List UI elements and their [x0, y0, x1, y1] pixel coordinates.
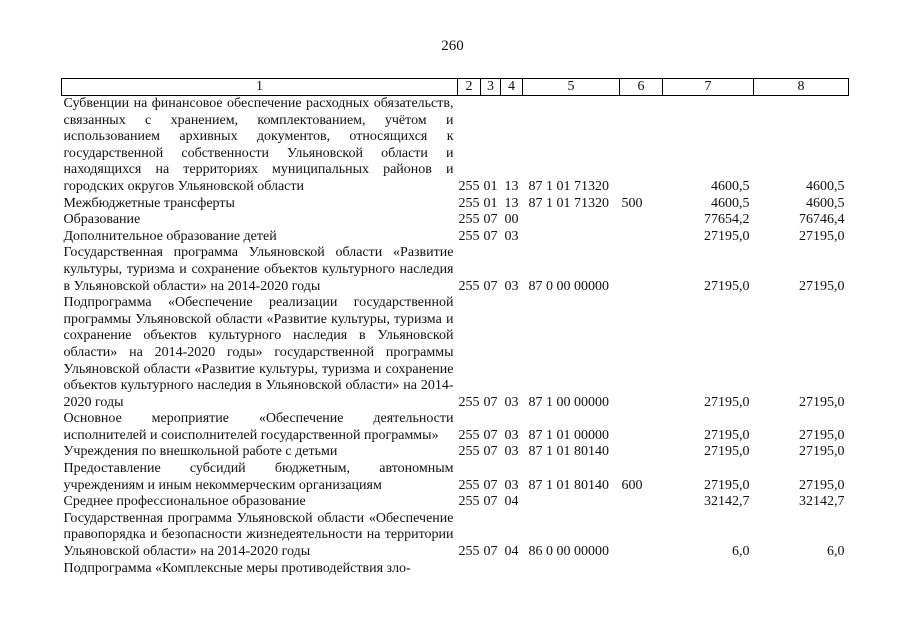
row-expense-type [620, 295, 663, 411]
row-ministry-code: 255 [458, 444, 480, 460]
row-amount-2: 76746,4 [799, 212, 845, 228]
budget-table [61, 78, 849, 577]
column-header-8: 8 [754, 79, 849, 96]
row-expense-type [620, 229, 663, 246]
row-amount-2: 27195,0 [799, 427, 845, 443]
row-amount-2: 6,0 [827, 544, 845, 560]
table-row [62, 295, 849, 411]
row-subsection-code: 03 [504, 477, 519, 493]
row-subsection-code: 13 [504, 195, 519, 211]
row-amount-1: 6,0 [732, 544, 750, 560]
page-number: 260 [441, 38, 464, 54]
row-name: Подпрограмма «Комплексные меры противодействия зло- [63, 560, 411, 576]
row-target-code: 86 0 00 00000 [528, 544, 609, 560]
row-section-code: 07 [483, 228, 498, 244]
row-ministry-code: 255 [458, 394, 480, 410]
table-row [62, 245, 849, 295]
row-expense-type: 500 [621, 195, 643, 211]
row-ministry-code: 255 [458, 228, 480, 244]
row-target-code: 87 1 01 80140 [528, 444, 609, 460]
row-section-code: 07 [483, 394, 498, 410]
row-expense-type [620, 212, 663, 229]
column-header-3: 3 [481, 79, 501, 96]
row-subsection-code: 03 [504, 394, 519, 410]
row-ministry-code [458, 561, 481, 578]
row-subsection-code: 13 [504, 178, 519, 194]
row-subsection-code: 03 [504, 278, 519, 294]
row-expense-type [620, 411, 663, 444]
row-amount-1: 4600,5 [711, 195, 750, 211]
column-header-2: 2 [458, 79, 481, 96]
table-row [62, 229, 849, 246]
row-ministry-code: 255 [458, 195, 480, 211]
row-subsection-code: 04 [504, 494, 519, 510]
table-row [62, 212, 849, 229]
row-subsection-code: 03 [504, 228, 519, 244]
row-name: Предоставление субсидий бюджетным, автономным учреждениям и иным некоммерческим организациям [63, 461, 454, 493]
row-amount-1: 27195,0 [704, 444, 750, 460]
row-ministry-code: 255 [458, 427, 480, 443]
row-section-code: 01 [483, 195, 498, 211]
row-amount-1: 32142,7 [704, 494, 750, 510]
row-target-code: 87 0 00 00000 [528, 278, 609, 294]
row-amount-2: 27195,0 [799, 228, 845, 244]
row-amount-1: 77654,2 [704, 212, 750, 228]
table-row [62, 196, 849, 213]
row-amount-1: 4600,5 [711, 178, 750, 194]
row-name: Дополнительное образование детей [63, 228, 277, 244]
row-ministry-code: 255 [458, 494, 480, 510]
row-amount-2: 27195,0 [799, 444, 845, 460]
row-expense-type [620, 444, 663, 461]
row-target-code [523, 494, 620, 511]
row-name: Среднее профессиональное образование [63, 494, 306, 510]
table-row [62, 494, 849, 511]
row-target-code: 87 1 00 00000 [528, 394, 609, 410]
row-subsection-code [501, 561, 523, 578]
row-target-code: 87 1 01 71320 [528, 195, 609, 211]
row-name: Основное мероприятие «Обеспечение деятельности исполнителей и соисполнителей государственной программы» [63, 411, 454, 443]
table-row [62, 561, 849, 578]
row-expense-type [620, 494, 663, 511]
column-header-6: 6 [620, 79, 663, 96]
row-expense-type [620, 511, 663, 561]
row-target-code: 87 1 01 80140 [528, 477, 609, 493]
row-ministry-code: 255 [458, 212, 480, 228]
row-target-code: 87 1 01 71320 [528, 178, 609, 194]
row-expense-type [620, 96, 663, 196]
row-section-code: 07 [483, 544, 498, 560]
row-target-code: 87 1 01 00000 [528, 427, 609, 443]
row-ministry-code: 255 [458, 544, 480, 560]
row-section-code: 07 [483, 427, 498, 443]
row-amount-1: 27195,0 [704, 477, 750, 493]
row-amount-1: 27195,0 [704, 394, 750, 410]
table-row [62, 96, 849, 196]
row-amount-2: 27195,0 [799, 278, 845, 294]
row-amount-2: 4600,5 [806, 195, 845, 211]
row-amount-2: 27195,0 [799, 477, 845, 493]
row-expense-type [620, 561, 663, 578]
row-amount-1: 27195,0 [704, 278, 750, 294]
row-amount-2: 27195,0 [799, 394, 845, 410]
row-amount-1: 27195,0 [704, 427, 750, 443]
row-target-code [523, 212, 620, 229]
row-amount-1 [663, 561, 754, 578]
row-name: Подпрограмма «Обеспечение реализации государственной программы Ульяновской области «Развитие культуры, туризма и сохранение объектов культурного наследия в Ульяновской области» на 2014-2020 годы» государственной программы Ульяновской области «Развитие культуры, туризма и сохранение объектов культурного наследия в Ульяновской области» на 2014-2020 годы [63, 295, 454, 410]
row-subsection-code: 00 [504, 212, 519, 228]
row-section-code: 07 [483, 494, 498, 510]
column-header-7: 7 [663, 79, 754, 96]
row-amount-1: 27195,0 [704, 228, 750, 244]
column-header-5: 5 [523, 79, 620, 96]
row-target-code [523, 229, 620, 246]
row-section-code: 07 [483, 278, 498, 294]
column-header-1: 1 [62, 79, 458, 96]
row-expense-type [620, 245, 663, 295]
table-row [62, 444, 849, 461]
row-ministry-code: 255 [458, 477, 480, 493]
row-section-code: 07 [483, 212, 498, 228]
row-section-code [481, 561, 501, 578]
row-name: Образование [63, 212, 141, 228]
column-header-4: 4 [501, 79, 523, 96]
row-amount-2: 4600,5 [806, 178, 845, 194]
row-expense-type: 600 [621, 477, 643, 493]
row-subsection-code: 03 [504, 427, 519, 443]
column-number-row [62, 79, 849, 96]
row-ministry-code: 255 [458, 178, 480, 194]
table-row [62, 461, 849, 494]
row-section-code: 07 [483, 477, 498, 493]
table-row [62, 411, 849, 444]
row-name: Государственная программа Ульяновской области «Развитие культуры, туризма и сохранение объектов культурного наследия в Ульяновской области» на 2014-2020 годы [63, 245, 454, 294]
row-section-code: 07 [483, 444, 498, 460]
row-name: Учреждения по внешкольной работе с детьми [63, 444, 338, 460]
row-name: Межбюджетные трансферты [63, 195, 235, 211]
row-amount-2 [754, 561, 849, 578]
row-subsection-code: 04 [504, 544, 519, 560]
row-amount-2: 32142,7 [799, 494, 845, 510]
row-name: Субвенции на финансовое обеспечение расходных обязательств, связанных с хранением, комплектованием, учётом и использованием архивных документов, относящихся к государственной собственности Ульяновской области и находящихся на территориях муниципальных районов и городских округов Ульяновской области [63, 96, 454, 194]
row-name: Государственная программа Ульяновской области «Обеспечение правопорядка и безопасности жизнедеятельности на территории Ульяновской области» на 2014-2020 годы [63, 510, 454, 560]
row-ministry-code: 255 [458, 278, 480, 294]
row-section-code: 01 [483, 178, 498, 194]
table-row [62, 511, 849, 561]
row-subsection-code: 03 [504, 444, 519, 460]
row-target-code [523, 561, 620, 578]
